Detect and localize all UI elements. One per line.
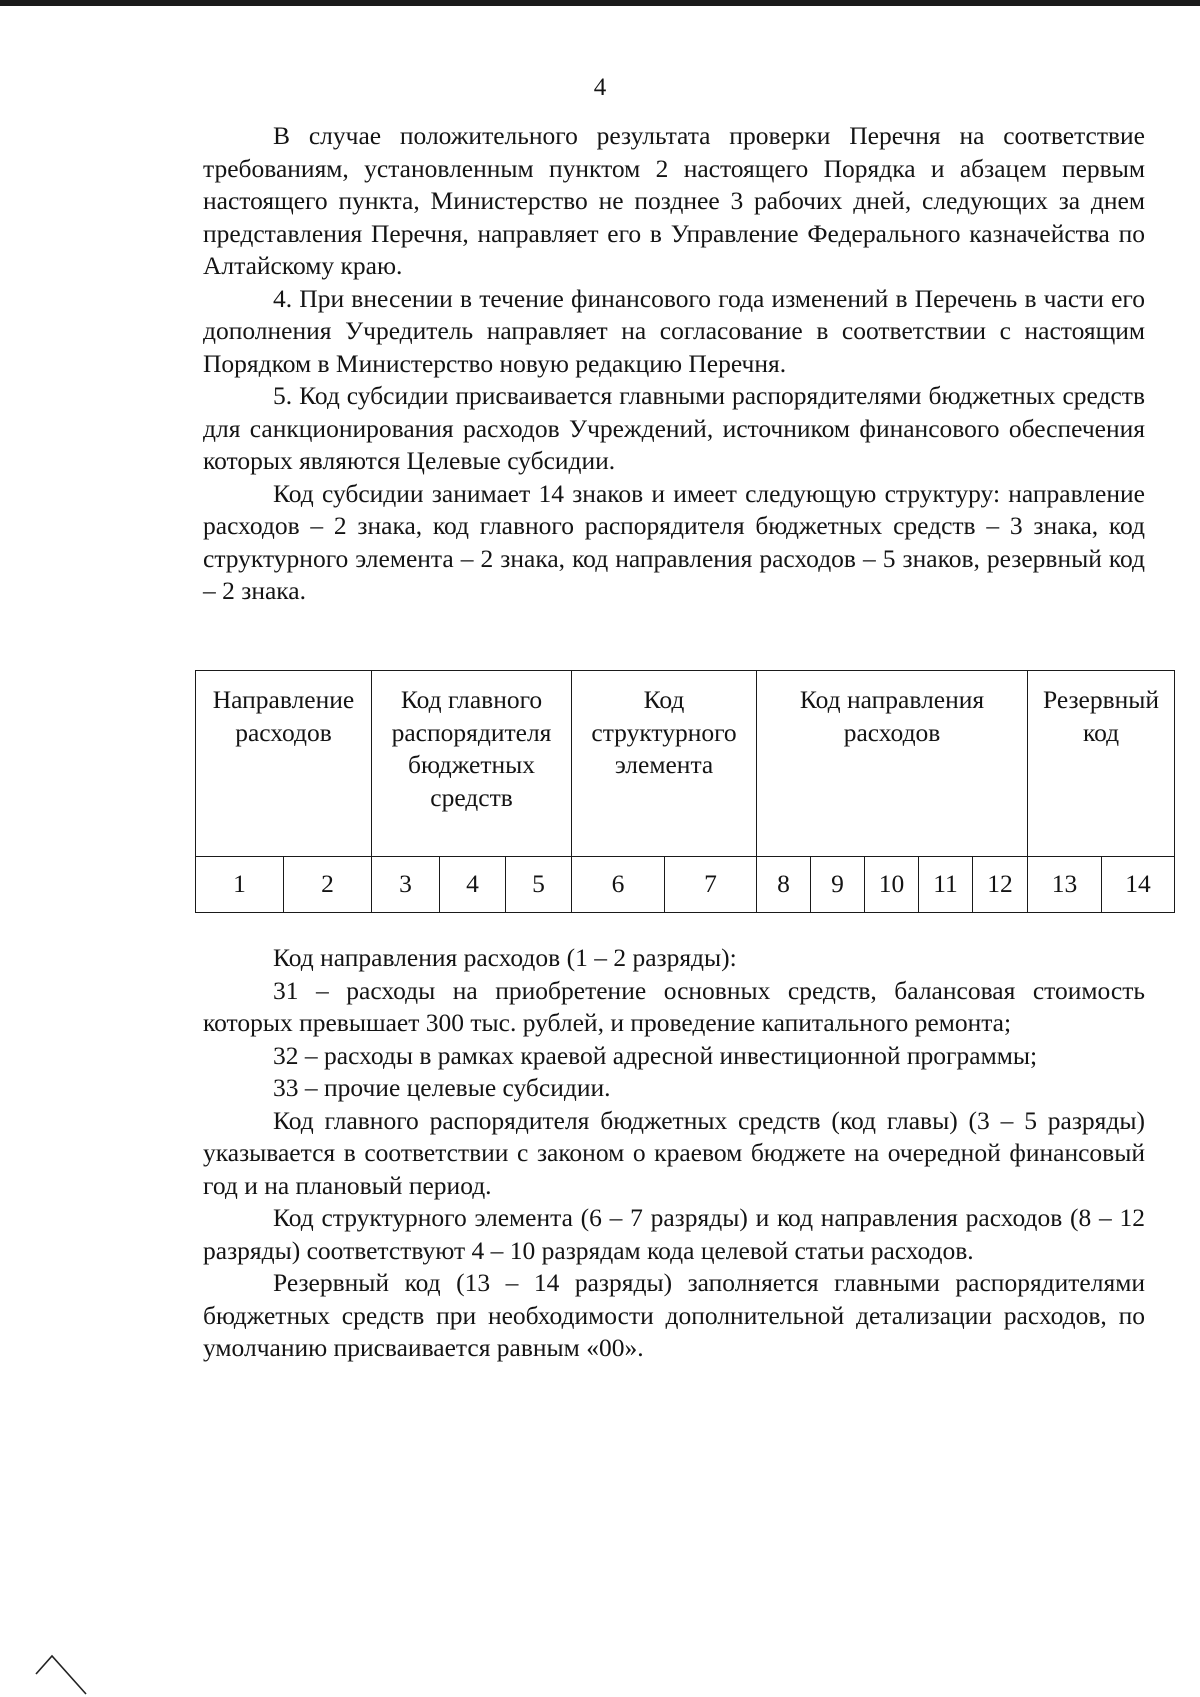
digit-cell: 4 <box>440 857 506 913</box>
header-cell-main-manager-code: Код главного распорядителя бюджетных средств <box>372 671 572 857</box>
digit-cell: 13 <box>1028 857 1102 913</box>
digit-cell: 10 <box>865 857 919 913</box>
body-text-bottom <box>203 942 1145 1365</box>
paragraph-direction-code-heading: Код направления расходов (1 – 2 разряды): <box>273 943 737 972</box>
header-cell-reserve-code: Резервный код <box>1028 671 1175 857</box>
digit-cell: 11 <box>919 857 973 913</box>
page-number: 4 <box>593 74 607 101</box>
digit-cell: 6 <box>572 857 665 913</box>
header-cell-expense-direction: Направление расходов <box>196 671 372 857</box>
digit-cell: 7 <box>665 857 757 913</box>
digit-cell: 8 <box>757 857 811 913</box>
top-scan-border <box>0 0 1200 6</box>
paragraph-code-32: 32 – расходы в рамках краевой адресной инвестиционной программы; <box>273 1040 1038 1070</box>
header-cell-expense-direction-code: Код направления расходов <box>757 671 1028 857</box>
table-digit-row <box>196 857 1175 913</box>
digit-cell: 14 <box>1102 857 1175 913</box>
digit-cell: 2 <box>284 857 372 913</box>
body-text-top <box>203 120 1145 608</box>
digit-cell: 12 <box>973 857 1028 913</box>
header-cell-structural-element-code: Код структурного элемента <box>572 671 757 857</box>
paragraph-code-structure: Код субсидии занимает 14 знаков и имеет следующую структуру: направление расходов – 2 знака, код главного распорядителя бюджетных средств – 3 знака, код структурного элемента – 2 знака, код направления расходов – 5 знаков, резервный код – 2 знака. <box>203 478 1145 605</box>
paragraph-structural-element-code: Код структурного элемента (6 – 7 разряды) и код направления расходов (8 – 12 разряды) соответствуют 4 – 10 разрядам кода целевой статьи расходов. <box>203 1203 1145 1265</box>
paragraph-verification-result: В случае положительного результата проверки Перечня на соответствие требованиям, установленным пунктом 2 настоящего Порядка и абзацем первым настоящего пункта, Министерство не позднее 3 рабочих дней, следующих за днем представления Перечня, направляет его в Управление Федерального казначейства по Алтайскому краю. <box>203 121 1145 280</box>
digit-cell: 5 <box>506 857 572 913</box>
digit-cell: 9 <box>811 857 865 913</box>
subsidy-code-structure-table <box>195 670 1175 913</box>
table-header-row <box>196 671 1175 857</box>
paragraph-item-5: 5. Код субсидии присваивается главными распорядителями бюджетных средств для санкционирования расходов Учреждений, источником финансового обеспечения которых являются Целевые субсидии. <box>203 381 1145 475</box>
paragraph-item-4: 4. При внесении в течение финансового года изменений в Перечень в части его дополнения Учредитель направляет на согласование в соответствии с настоящим Порядком в Министерство новую редакцию Перечня. <box>203 283 1145 378</box>
paragraph-code-33: 33 – прочие целевые субсидии. <box>273 1073 611 1102</box>
paragraph-reserve-code: Резервный код (13 – 14 разряды) заполняется главными распорядителями бюджетных средств при необходимости дополнительной детализации расходов, по умолчанию присваивается равным «00». <box>203 1268 1145 1362</box>
paragraph-code-31: 31 – расходы на приобретение основных средств, балансовая стоимость которых превышает 300 тыс. рублей, и проведение капитального ремонта; <box>203 975 1145 1037</box>
scan-margin-mark <box>34 1650 94 1697</box>
paragraph-main-manager-code: Код главного распорядителя бюджетных средств (код главы) (3 – 5 разряды) указывается в соответствии с законом о краевом бюджете на очередной финансовый год и на плановый период. <box>203 1105 1145 1200</box>
digit-cell: 3 <box>372 857 440 913</box>
digit-cell: 1 <box>196 857 284 913</box>
